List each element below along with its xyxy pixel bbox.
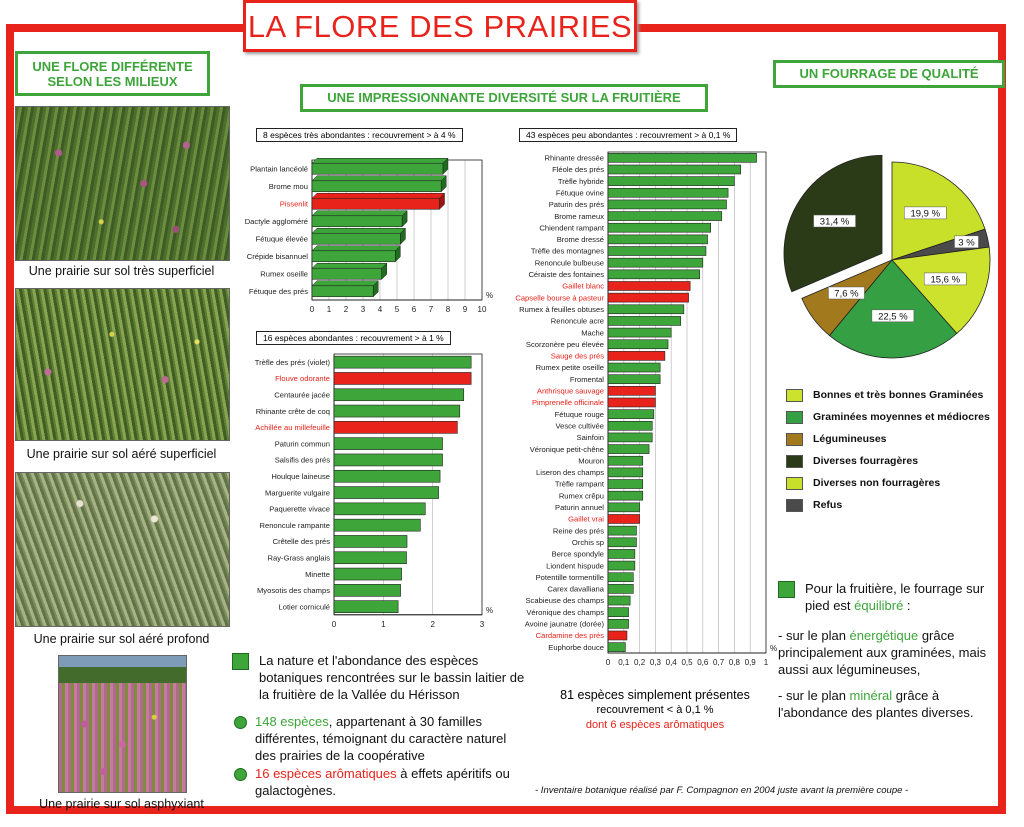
bar-label: Carex davalliana xyxy=(547,584,604,594)
bar-label: Fétuque ovine xyxy=(555,188,604,198)
chart-very-abundant xyxy=(232,146,502,324)
legend-label: Diverses fourragères xyxy=(813,455,919,467)
tick-label: 2 xyxy=(343,305,349,314)
nature-block xyxy=(232,652,532,703)
tick-label: 3 xyxy=(360,305,366,314)
bar xyxy=(334,470,440,482)
bar xyxy=(608,619,629,628)
right-b1-a: - sur le plan xyxy=(778,628,850,643)
bar xyxy=(334,421,457,433)
pie-label: 31,4 % xyxy=(819,216,850,228)
bar-label: Capselle bourse à pasteur xyxy=(515,293,604,303)
tick-label: 1 xyxy=(326,305,332,314)
bar xyxy=(608,293,689,302)
unit-label: % xyxy=(770,643,778,653)
pie-legend xyxy=(786,384,990,516)
page-title: LA FLORE DES PRAIRIES xyxy=(247,9,633,44)
header-left-line2: SELON LES MILIEUX xyxy=(47,74,178,89)
bar xyxy=(334,503,425,515)
bar xyxy=(334,568,402,580)
unit-label: % xyxy=(486,605,494,615)
bar-label: Sauge des prés xyxy=(550,351,604,361)
bar xyxy=(608,340,668,349)
bar-label: Liseron des champs xyxy=(536,468,604,478)
tick-label: 0,8 xyxy=(728,657,740,667)
tick-label: 0 xyxy=(309,305,315,314)
bar xyxy=(608,363,660,372)
bar xyxy=(608,270,700,279)
bar xyxy=(608,468,643,477)
footnote-line-1: 81 espèces simplement présentes xyxy=(560,688,750,702)
bar xyxy=(312,181,441,192)
nature-text: La nature et l'abondance des espèces botaniques rencontrées sur le bassin laitier de la fruitière de la Vallée du Hérisson xyxy=(259,653,525,702)
bar xyxy=(608,398,655,407)
bar xyxy=(608,316,681,325)
right-b2-mineral: minéral xyxy=(849,688,893,703)
tick-label: 0,5 xyxy=(681,657,693,667)
bar-label: Renoncule rampante xyxy=(259,520,330,530)
bar xyxy=(608,153,757,162)
bar-label: Plantain lancéolé xyxy=(250,164,308,174)
tick-label: 0 xyxy=(331,619,337,629)
bar xyxy=(608,573,633,582)
bar-label: Rhinante dressée xyxy=(544,153,604,163)
bar-label: Rumex petite oseille xyxy=(535,363,604,373)
bar-label: Liondent hispude xyxy=(546,561,604,571)
tick-label: 0 xyxy=(605,657,611,667)
bar xyxy=(312,163,443,174)
bar xyxy=(608,386,655,395)
legend-swatch xyxy=(786,477,803,490)
bar-label: Paquerette vivace xyxy=(269,504,330,514)
bar-label: Fétuque élevée xyxy=(255,234,308,244)
bar-label: Pimprenelle officinale xyxy=(531,398,604,408)
bar-label: Trèfle rampant xyxy=(554,479,604,489)
bar-label: Marguerite vulgaire xyxy=(265,488,330,498)
photo-meadow-waterlogged xyxy=(58,655,187,793)
bar-label: Gaillet blanc xyxy=(562,281,604,291)
legend-swatch xyxy=(786,455,803,468)
legend-label: Légumineuses xyxy=(813,433,887,445)
bar xyxy=(334,356,471,368)
aroma-count: 16 espèces arômatiques xyxy=(255,766,397,781)
bar xyxy=(608,538,636,547)
tick-label: 0,2 xyxy=(634,657,646,667)
bar-label: Paturin annuel xyxy=(555,503,604,513)
bar-label: Brome rameux xyxy=(554,211,604,221)
legend-item xyxy=(786,406,990,428)
bar-label: Véronique des champs xyxy=(526,607,604,617)
bar-top xyxy=(312,193,445,198)
bar-top xyxy=(312,263,387,268)
tick-label: 5 xyxy=(394,305,400,314)
bar-label: Salsifis des prés xyxy=(274,455,330,465)
bar-top xyxy=(312,246,400,251)
bar-top xyxy=(312,211,407,216)
legend-label: Diverses non fourragères xyxy=(813,477,941,489)
bar xyxy=(608,188,728,197)
bar-label: Reine des prés xyxy=(552,526,604,536)
bar-top xyxy=(312,281,378,286)
tick-label: 9 xyxy=(462,305,468,314)
right-b1-b: grâce principalement aux graminées, mais aussi aux légumineuses, xyxy=(778,628,987,677)
bar-label: Paturin des prés xyxy=(548,200,604,210)
legend-item xyxy=(786,428,990,450)
tick-label: 0,3 xyxy=(649,657,661,667)
bar-label: Avoine jaunatre (dorée) xyxy=(524,619,604,629)
bar-label: Gaillet vrai xyxy=(568,514,604,524)
bar xyxy=(334,601,398,613)
bar xyxy=(312,198,440,209)
bar-label: Brome dressé xyxy=(556,235,604,245)
bar xyxy=(608,235,708,244)
bar xyxy=(608,503,640,512)
bar-label: Centaurée jacée xyxy=(274,390,330,400)
tick-label: 1 xyxy=(763,657,769,667)
bar xyxy=(608,480,643,489)
right-b2-b: grâce à l'abondance des plantes diverses. xyxy=(778,688,974,720)
unit-label: % xyxy=(486,291,494,300)
photo-caption-2: Une prairie sur sol aéré superficiel xyxy=(26,447,217,461)
tick-label: 6 xyxy=(411,305,417,314)
bar-label: Brome mou xyxy=(268,181,308,191)
bar-label: Ray-Grass anglais xyxy=(267,553,330,563)
bar xyxy=(312,268,382,279)
bar xyxy=(608,351,665,360)
bar xyxy=(608,421,652,430)
bar-label: Lotier corniculé xyxy=(278,602,330,612)
bar-label: Vesce cultivée xyxy=(555,421,604,431)
bar xyxy=(608,631,627,640)
bar-label: Trèfle hybride xyxy=(557,176,604,186)
header-left-line1: UNE FLORE DIFFÉRENTE xyxy=(32,59,193,74)
bar-label: Orchis sp xyxy=(571,537,604,547)
bar-label: Achillée au millefeuille xyxy=(255,423,330,433)
bar-label: Cardamine des prés xyxy=(535,631,604,641)
footnote-line-2: recouvrement < à 0,1 % xyxy=(596,704,714,716)
bar xyxy=(334,438,443,450)
right-block xyxy=(778,580,1000,721)
legend-label: Bonnes et très bonnes Graminées xyxy=(813,389,984,401)
bar xyxy=(608,247,706,256)
bar-label: Fétuque rouge xyxy=(554,409,604,419)
bar xyxy=(608,200,727,209)
bar xyxy=(608,491,643,500)
bar-label: Fétuque des prés xyxy=(248,286,308,296)
bar-label: Chiendent rampant xyxy=(539,223,604,233)
legend-item xyxy=(786,494,990,516)
bar xyxy=(608,514,640,523)
header-center-label: UNE IMPRESSIONNANTE DIVERSITÉ SUR LA FRUITIÈRE xyxy=(327,90,681,105)
bar xyxy=(608,258,703,267)
bar xyxy=(312,286,373,297)
bar xyxy=(312,251,395,262)
right-intro-a: Pour la fruitière, le fourrage sur pied est xyxy=(805,581,985,613)
bar-label: Scorzonère peu élevée xyxy=(525,339,604,349)
legend-swatch xyxy=(786,389,803,402)
species-count: 148 espèces xyxy=(255,714,329,729)
photo-meadow-aerated-deep xyxy=(15,472,230,627)
chart-2-title: 16 espèces abondantes : recouvrement > à 1 % xyxy=(256,331,451,345)
chart-3-footnote xyxy=(520,688,790,733)
pie-forage-quality xyxy=(770,140,1010,370)
bar-label: Houlque laineuse xyxy=(271,471,330,481)
bar-label: Trèfle des prés (violet) xyxy=(254,357,330,367)
bar-label: Flouve odorante xyxy=(275,374,330,384)
header-left xyxy=(15,51,210,96)
bar-label: Potentille tormentille xyxy=(535,572,604,582)
bar-label: Véronique petit-chêne xyxy=(529,444,604,454)
bar-label: Fléole des prés xyxy=(552,165,604,175)
bar-label: Rumex oseille xyxy=(260,269,308,279)
bar xyxy=(608,433,652,442)
bar-label: Fromental xyxy=(569,374,604,384)
bar-label: Céraiste des fontaines xyxy=(528,270,604,280)
green-square-bullet xyxy=(778,581,795,598)
green-square-bullet xyxy=(232,653,249,670)
bar xyxy=(608,375,660,384)
page-title-box xyxy=(243,0,637,52)
bar xyxy=(334,487,439,499)
bar xyxy=(608,643,625,652)
bar xyxy=(334,584,401,596)
bar-label: Pissenlit xyxy=(279,199,308,209)
right-b2-a: - sur le plan xyxy=(778,688,850,703)
species-text: , appartenant à 30 familles différentes, témoignant du caractère naturel des prairies de la coopérative xyxy=(255,714,507,763)
bar xyxy=(312,216,402,227)
legend-swatch xyxy=(786,499,803,512)
legend-swatch xyxy=(786,433,803,446)
tick-label: 3 xyxy=(479,619,485,629)
bar xyxy=(608,165,741,174)
right-intro-balanced: équilibré xyxy=(854,598,904,613)
tick-label: 0,7 xyxy=(713,657,725,667)
bar xyxy=(334,535,407,547)
tick-label: 1 xyxy=(381,619,386,629)
bar-label: Crêtelle des prés xyxy=(272,537,330,547)
photo-meadow-aerated-shallow xyxy=(15,288,230,441)
photo-caption-4: Une prairie sur sol asphyxiant xyxy=(39,797,204,811)
bar-label: Crépide bisannuel xyxy=(246,251,308,261)
bar xyxy=(334,552,407,564)
bar xyxy=(608,223,711,232)
bar xyxy=(608,584,633,593)
bar-label: Paturin commun xyxy=(274,439,330,449)
bar-top xyxy=(312,176,446,181)
bar-label: Mouron xyxy=(578,456,604,466)
bar-label: Rumex à feuilles obtuses xyxy=(519,304,604,314)
pie-label: 7,6 % xyxy=(834,288,859,300)
bar xyxy=(608,305,684,314)
bar xyxy=(334,405,460,417)
green-dot-bullet xyxy=(234,716,247,729)
bar xyxy=(608,549,635,558)
bar xyxy=(334,519,420,531)
footnote-line-3: dont 6 espèces arômatiques xyxy=(585,719,725,731)
photo-caption-3: Une prairie sur sol aéré profond xyxy=(33,632,210,646)
photo-caption-1: Une prairie sur sol très superficiel xyxy=(28,264,215,278)
tick-label: 10 xyxy=(477,305,487,314)
pie-label: 15,6 % xyxy=(930,274,961,286)
bar-label: Dactyle aggloméré xyxy=(244,216,308,226)
bar-label: Berce spondyle xyxy=(551,549,604,559)
pie-label: 22,5 % xyxy=(878,311,908,323)
tick-label: 8 xyxy=(445,305,451,314)
bar xyxy=(608,328,671,337)
bar xyxy=(608,608,629,617)
bar-label: Renoncule acre xyxy=(550,316,604,326)
bar-label: Myosotis des champs xyxy=(256,586,330,596)
bar xyxy=(608,410,654,419)
aroma-text: à effets apéritifs ou galactogènes. xyxy=(255,766,510,798)
legend-swatch xyxy=(786,411,803,424)
bar-label: Scabieuse des champs xyxy=(525,596,604,606)
legend-item xyxy=(786,450,990,472)
species-block xyxy=(234,713,524,764)
pie-label: 3 % xyxy=(958,237,975,249)
bar-label: Minette xyxy=(305,569,330,579)
bar xyxy=(334,372,471,384)
legend-item xyxy=(786,384,990,406)
bar xyxy=(312,233,400,244)
bar xyxy=(608,177,734,186)
chart-3-title: 43 espèces peu abondantes : recouvrement > à 0,1 % xyxy=(519,128,737,142)
bar-label: Sainfoin xyxy=(576,433,604,443)
bar xyxy=(608,456,643,465)
tick-label: 2 xyxy=(430,619,435,629)
bar-label: Trèfle des montagnes xyxy=(530,246,604,256)
tick-label: 4 xyxy=(377,305,383,314)
bar xyxy=(608,596,630,605)
header-center xyxy=(300,84,708,112)
right-b1-energy: énergétique xyxy=(849,628,919,643)
bar xyxy=(608,561,635,570)
tick-label: 0,9 xyxy=(744,657,756,667)
chart-less-abundant xyxy=(500,146,785,683)
tick-label: 0,6 xyxy=(697,657,709,667)
tick-label: 7 xyxy=(428,305,434,314)
legend-label: Refus xyxy=(813,499,843,511)
tick-label: 0,4 xyxy=(665,657,677,667)
bar-label: Renoncule bulbeuse xyxy=(534,258,604,268)
chart-1-title: 8 espèces très abondantes : recouvrement > à 4 % xyxy=(256,128,463,142)
bar-top xyxy=(312,228,405,233)
bar-top xyxy=(312,158,448,163)
header-right xyxy=(773,60,1005,88)
photo-meadow-very-shallow xyxy=(15,106,230,261)
bar xyxy=(608,445,649,454)
header-right-label: UN FOURRAGE DE QUALITÉ xyxy=(799,66,979,81)
bar-label: Mache xyxy=(581,328,604,338)
tick-label: 0,1 xyxy=(618,657,630,667)
chart-abundant xyxy=(232,348,502,638)
green-dot-bullet xyxy=(234,768,247,781)
bar xyxy=(334,454,443,466)
legend-item xyxy=(786,472,990,494)
right-intro-b: : xyxy=(903,598,911,613)
bar-label: Anthrisque sauvage xyxy=(536,386,604,396)
aroma-block xyxy=(234,765,524,799)
pie-label: 19,9 % xyxy=(910,208,941,220)
bar xyxy=(608,526,636,535)
bar-label: Rhinante crête de coq xyxy=(255,406,330,416)
bar xyxy=(608,212,722,221)
credit-line: - Inventaire botanique réalisé par F. Compagnon en 2004 juste avant la première coupe - xyxy=(535,785,909,796)
bar xyxy=(334,389,464,401)
bar-label: Euphorbe douce xyxy=(548,642,604,652)
bar-label: Rumex crêpu xyxy=(558,491,604,501)
legend-label: Graminées moyennes et médiocres xyxy=(813,411,990,423)
bar xyxy=(608,281,690,290)
